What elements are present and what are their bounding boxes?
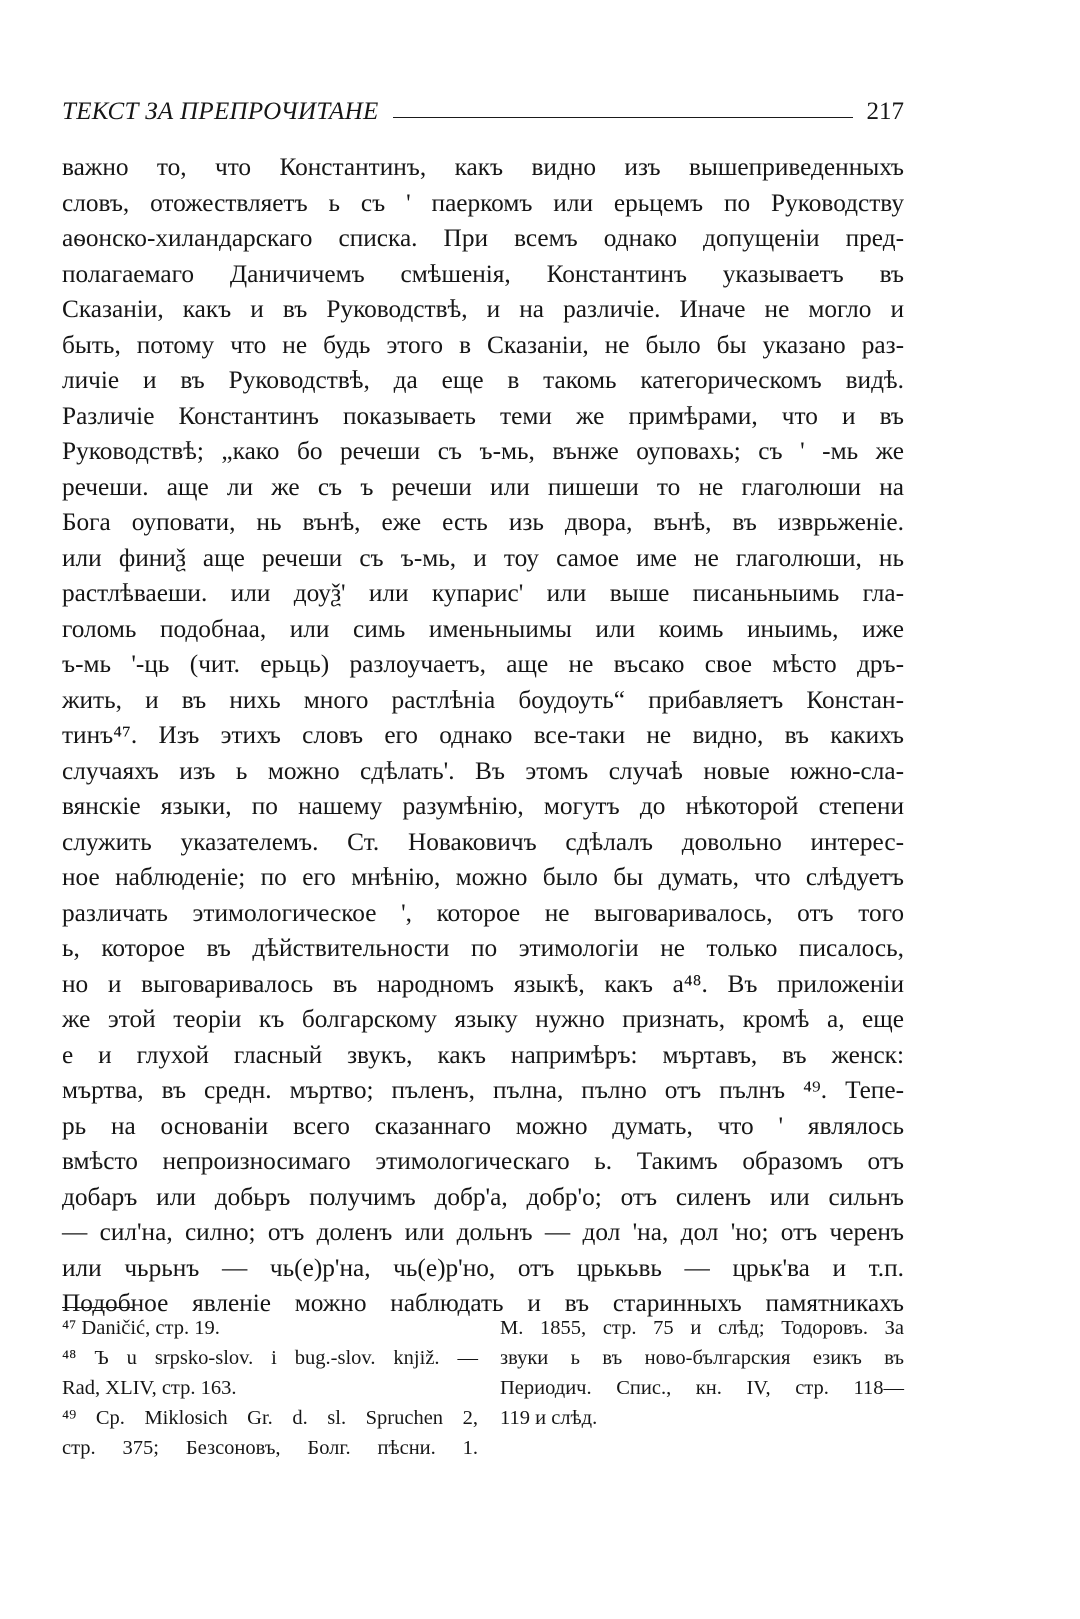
text-line: — сил'на, силно; отъ доленъ или дольнъ — дол 'на, дол 'но; отъ черенъ xyxy=(62,1218,904,1246)
text-line: служить указателемъ. Ст. Новаковичъ сдѣлалъ довольно интерес- xyxy=(62,827,904,856)
running-header xyxy=(62,86,904,126)
footnote-line: звуки ь въ ново-българския езикъ въ xyxy=(500,1347,904,1369)
text-line: аѳонско-хиландарскаго списка. При всемъ однако допущенiи пред- xyxy=(62,224,904,252)
text-line: вмѣсто непроизносимаго этимологическаго ь. Такимъ образомъ отъ xyxy=(62,1147,904,1175)
text-line: Руководствѣ; „како бо речеши съ ъ-мь, вънже оуповахь; съ ' -мь же xyxy=(62,437,904,465)
text-line: ное наблюденiе; по его мнѣнiю, можно было бы думать, что слѣдуетъ xyxy=(62,863,904,891)
footnotes-right-column xyxy=(500,1313,904,1433)
page-number: 217 xyxy=(866,98,904,125)
footnote-line: ⁴⁷ Daničić, стр. 19. xyxy=(62,1317,220,1339)
text-line: различать этимологическое ', которое не выговаривалось, отъ того xyxy=(62,898,904,927)
footnotes-left-column xyxy=(62,1313,478,1463)
footnote-line: М. 1855, стр. 75 и слѣд; Тодоровъ. За xyxy=(500,1317,904,1339)
footnote-line: ⁴⁸ Ъ u srpsko-slov. i bug.-slov. knjiž. — xyxy=(62,1347,478,1369)
body-text xyxy=(62,150,904,1322)
text-line: быть, потому что не будь этого в Сказанiи, не было бы указано раз- xyxy=(62,330,904,359)
footnote-line: Периодич. Спис., кн. IV, стр. 118— xyxy=(500,1377,904,1399)
text-line: же этой теорiи къ болгарскому языку нужно признать, кромѣ а, еще xyxy=(62,1005,904,1033)
text-line: Различiе Константинъ показываеть теми же примѣрами, что и въ xyxy=(62,401,904,430)
text-line: словъ, отожествляетъ ь съ ' паеркомъ или ерьцемъ по Руководству xyxy=(62,188,904,217)
header-rule xyxy=(393,117,853,118)
text-line: но и выговаривалось въ народномъ языкѣ, какъ а⁴⁸. Въ приложенiи xyxy=(62,969,904,998)
text-line: Бога оуповати, нь вънѣ, еже есть изь двора, вънѣ, въ изврьженiе. xyxy=(62,508,904,536)
footnote-rule xyxy=(62,1307,134,1308)
running-title: ТЕКСТ ЗА ПРЕПРОЧИТАНЕ xyxy=(62,98,379,125)
text-line: ъ-мь '-ць (чит. ерьць) разлоучаетъ, аще не въсако свое мѣсто дръ- xyxy=(62,650,904,678)
text-line: растлѣваеши. или доуѯ' или купарис' или выше писаньныимь гла- xyxy=(62,579,904,607)
text-line: речеши. аще ли же съ ъ речеши или пишеши то не глаголюши на xyxy=(62,472,904,501)
text-line: вянскiе языки, по нашему разумѣнiю, могутъ до нѣкоторой степени xyxy=(62,792,904,820)
text-line: мъртва, въ средн. мъртво; пъленъ, пълна, пълно отъ пълнъ ⁴⁹. Тепе- xyxy=(62,1076,904,1104)
text-line: тинъ⁴⁷. Изъ этихъ словъ его однако все-таки не видно, въ какихъ xyxy=(62,721,904,749)
text-line: жить, и въ нихь много растлѣнiа боудоуть“ прибавляетъ Констан- xyxy=(62,685,904,714)
text-line: добаръ или добьръ получимъ добр'а, добр'о; отъ силенъ или сильнъ xyxy=(62,1182,904,1211)
text-line: полагаемаго Даничичемъ смѣшенiя, Константинъ указываетъ въ xyxy=(62,259,904,288)
text-line: или чьрьнъ — чь(е)р'на, чь(е)р'но, отъ црькьвь — црьк'ва и т.п. xyxy=(62,1253,904,1282)
text-line: важно то, что Константинъ, какъ видно изъ вышеприведенныхъ xyxy=(62,153,904,181)
footnote-line: Rad, XLIV, стр. 163. xyxy=(62,1377,237,1399)
text-line: личiе и въ Руководствѣ, да еще в такомь категорическомъ видѣ. xyxy=(62,366,904,394)
footnote-line: ⁴⁹ Ср. Miklosich Gr. d. sl. Spruchen 2, xyxy=(62,1407,478,1429)
text-line: рь на основанiи всего сказаннаго можно думать, что ' являлось xyxy=(62,1111,904,1140)
text-line: случаяхъ изъ ь можно сдѣлать'. Въ этомъ случаѣ новые южно-сла- xyxy=(62,756,904,785)
text-line: Подобное явленiе можно наблюдать и въ старинныхъ памятникахъ xyxy=(62,1289,904,1317)
footnote-line: стр. 375; Безсоновъ, Болг. пѣсни. 1. xyxy=(62,1437,478,1459)
footnote-line: 119 и слѣд. xyxy=(500,1407,598,1429)
text-line: или финиѯ аще речеши съ ъ-мь, и тоу самое име не глаголюши, нь xyxy=(62,543,904,572)
text-line: Сказанiи, какъ и въ Руководствѣ, и на различiе. Иначе не могло и xyxy=(62,295,904,323)
text-line: голомь подобнаа, или симь именьныимы или коимь иныимь, иже xyxy=(62,614,904,643)
text-line: е и глухой гласный звукъ, какъ напримѣръ: мъртавъ, въ женск: xyxy=(62,1040,904,1069)
text-line: ь, которое въ дѣйствительности по этимологiи не только писалось, xyxy=(62,934,904,962)
